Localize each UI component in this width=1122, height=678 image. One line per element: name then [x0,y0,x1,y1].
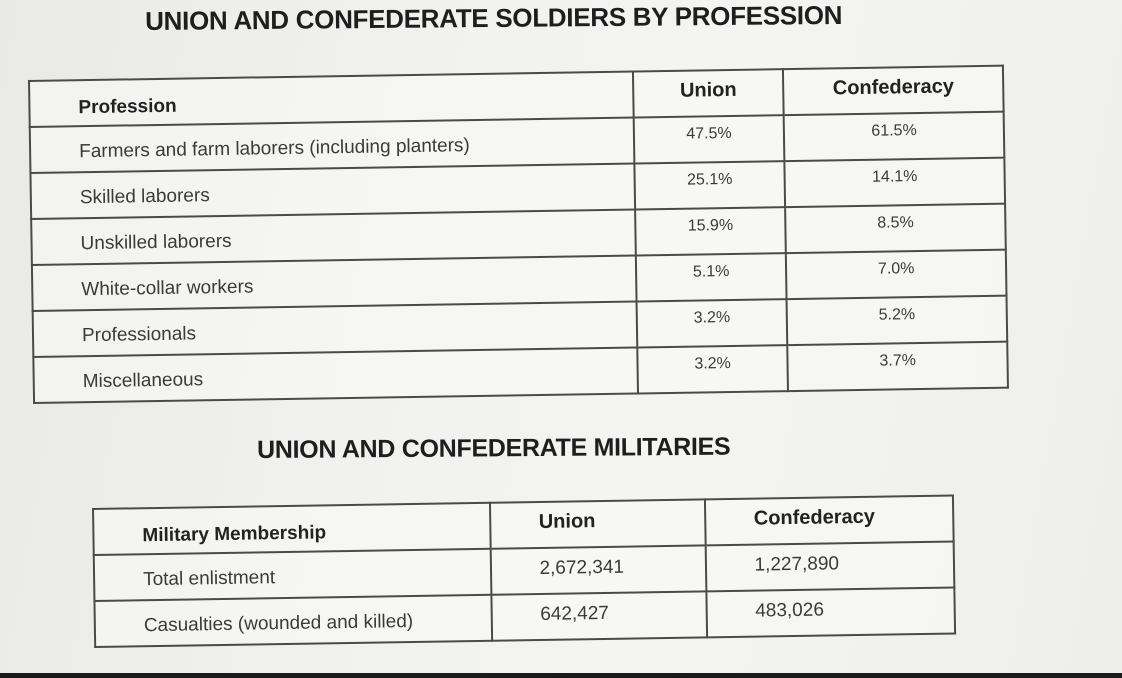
profession-cell: Skilled laborers [30,163,635,218]
union-cell: 15.9% [635,207,786,255]
profession-cell: White-collar workers [32,255,637,310]
union-cell: 47.5% [634,115,785,163]
column-header-union: Union [489,499,705,548]
confederacy-cell: 3.7% [788,342,1008,391]
column-header-profession: Profession [29,71,634,126]
confederacy-cell: 5.2% [787,296,1007,345]
profession-cell: Miscellaneous [33,347,638,402]
membership-cell: Total enlistment [94,549,491,601]
union-cell: 3.2% [637,345,788,393]
union-cell: 3.2% [636,299,787,347]
column-header-confederacy: Confederacy [704,495,953,545]
profession-cell: Unskilled laborers [31,209,636,264]
confederacy-cell: 483,026 [706,587,955,637]
bottom-edge [0,673,1122,678]
professions-title: UNION AND CONFEDERATE SOLDIERS BY PROFESSION [145,0,843,36]
union-cell: 642,427 [491,591,707,640]
column-header-confederacy: Confederacy [783,66,1003,115]
column-header-union: Union [633,69,784,117]
column-header-membership: Military Membership [93,503,490,555]
confederacy-cell: 7.0% [786,250,1006,299]
military-table [92,494,956,648]
confederacy-cell: 14.1% [785,158,1005,207]
union-cell: 2,672,341 [490,545,706,594]
membership-cell: Casualties (wounded and killed) [94,595,491,647]
confederacy-cell: 8.5% [785,204,1005,253]
confederacy-cell: 61.5% [784,112,1004,161]
profession-cell: Professionals [33,301,638,356]
union-cell: 25.1% [634,161,785,209]
union-cell: 5.1% [636,253,787,301]
profession-cell: Farmers and farm laborers (including planters) [30,117,635,172]
confederacy-cell: 1,227,890 [705,541,954,591]
militaries-title: UNION AND CONFEDERATE MILITARIES [257,432,731,464]
profession-table [28,65,1009,404]
